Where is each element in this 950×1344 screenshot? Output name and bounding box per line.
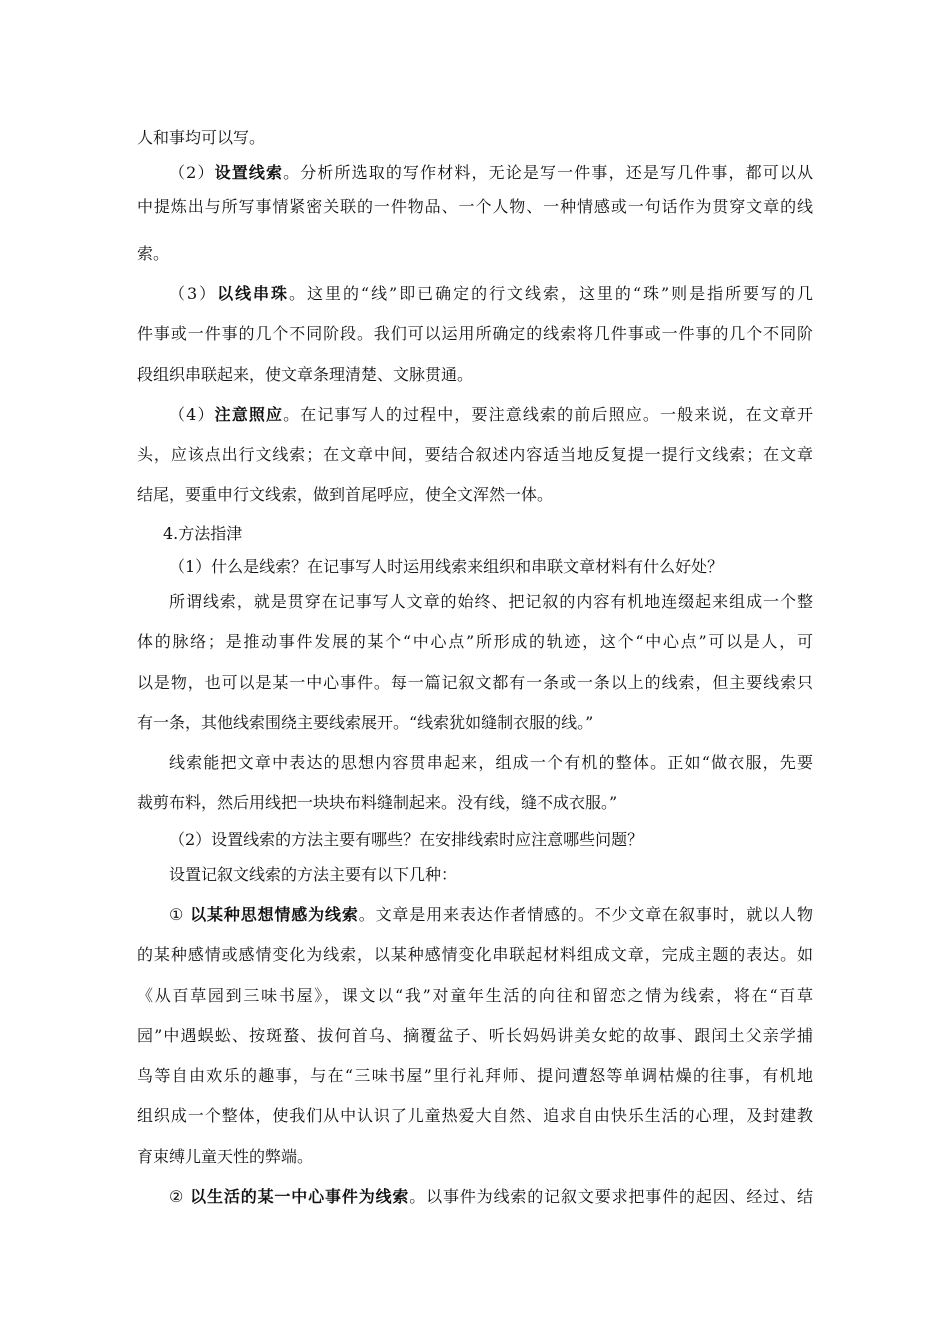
paragraph-line: 头，应该点出行文线索；在文章中间，要结合叙述内容适当地反复提一提行文线索；在文章: [137, 445, 813, 464]
bold-heading: 以某种思想情感为线索: [190, 905, 359, 924]
paragraph-line: 线索能把文章中表达的思想内容贯串起来，组成一个有机的整体。正如“做衣服，先要: [169, 753, 813, 772]
paragraph-text: 。这里的“线”即已确定的行文线索，这里的“珠”则是指所要写的几: [289, 284, 813, 303]
paragraph-line: 设置记叙文线索的方法主要有以下几种：: [169, 865, 458, 884]
bold-heading: 以生活的某一中心事件为线索: [190, 1187, 410, 1206]
bold-heading: 设置线索: [214, 163, 284, 182]
paragraph-line: 段组织串联起来，使文章条理清楚、文脉贯通。: [137, 365, 474, 384]
paragraph-line: 人和事均可以写。: [137, 128, 266, 147]
paragraph-line: 园”中遇蜈蚣、按斑蝥、拔何首乌、摘覆盆子、听长妈妈讲美女蛇的故事、跟闰土父亲学捕: [137, 1026, 813, 1045]
question-line: （2）设置线索的方法主要有哪些？在安排线索时应注意哪些问题？: [169, 830, 644, 849]
question-line: （1）什么是线索？在记事写人时运用线索来组织和串联文章材料有什么好处？: [169, 557, 724, 576]
paragraph-line: 有一条，其他线索围绕主要线索展开。“线索犹如缝制衣服的线。”: [137, 713, 594, 732]
paragraph-line: 结尾，要重申行文线索，做到首尾呼应，使全文浑然一体。: [137, 485, 554, 504]
item-number: ①: [169, 905, 185, 924]
paragraph-heading-line: [169, 283, 813, 305]
item-number: （3）: [169, 284, 218, 303]
paragraph-text: 。以事件为线索的记叙文要求把事件的起因、经过、结: [409, 1187, 813, 1206]
item-number: （2）: [169, 163, 215, 182]
paragraph-line: 以是物，也可以是某一中心事件。每一篇记叙文都有一条或一条以上的线索，但主要线索只: [137, 673, 813, 692]
paragraph-line: 裁剪布料，然后用线把一块块布料缝制起来。没有线，缝不成衣服。”: [137, 793, 618, 812]
paragraph-heading-line: [169, 904, 813, 926]
item-number: ②: [169, 1187, 185, 1206]
paragraph-line: 育束缚儿童天性的弊端。: [137, 1147, 314, 1166]
paragraph-line: 所谓线索，就是贯穿在记事写人文章的始终、把记叙的内容有机地连缀起来组成一个整: [169, 592, 813, 611]
paragraph-text: 。在记事写人的过程中，要注意线索的前后照应。一般来说，在文章开: [283, 405, 813, 424]
bold-heading: 以线串珠: [217, 284, 290, 303]
paragraph-line: 体的脉络；是推动事件发展的某个“中心点”所形成的轨迹，这个“中心点”可以是人，可: [137, 632, 813, 651]
paragraph-heading-line: [169, 404, 813, 426]
paragraph-heading-line: [169, 162, 813, 184]
paragraph-text: 。文章是用来表达作者情感的。不少文章在叙事时，就以人物: [358, 905, 813, 924]
paragraph-line: 索。: [137, 244, 170, 263]
paragraph-line: 鸟等自由欢乐的趣事，与在“三味书屋”里行礼拜师、提问遭怒等单调枯燥的往事，有机地: [137, 1066, 813, 1085]
paragraph-heading-line: [169, 1186, 813, 1208]
paragraph-line: 《从百草园到三味书屋》，课文以“我”对童年生活的向往和留恋之情为线索，将在“百草: [137, 986, 813, 1005]
section-heading: 4.方法指津: [163, 524, 243, 543]
paragraph-line: 的某种感情或感情变化为线索，以某种感情变化串联起材料组成文章，完成主题的表达。如: [137, 945, 813, 964]
paragraph-line: 中提炼出与所写事情紧密关联的一件物品、一个人物、一种情感或一句话作为贯穿文章的线: [137, 197, 813, 216]
item-number: （4）: [169, 405, 215, 424]
paragraph-line: 组织成一个整体，使我们从中认识了儿童热爱大自然、追求自由快乐生活的心理，及封建教: [137, 1106, 813, 1125]
paragraph-line: 件事或一件事的几个不同阶段。我们可以运用所确定的线索将几件事或一件事的几个不同阶: [137, 324, 813, 343]
paragraph-text: 。分析所选取的写作材料，无论是写一件事，还是写几件事，都可以从: [283, 163, 813, 182]
bold-heading: 注意照应: [214, 405, 284, 424]
